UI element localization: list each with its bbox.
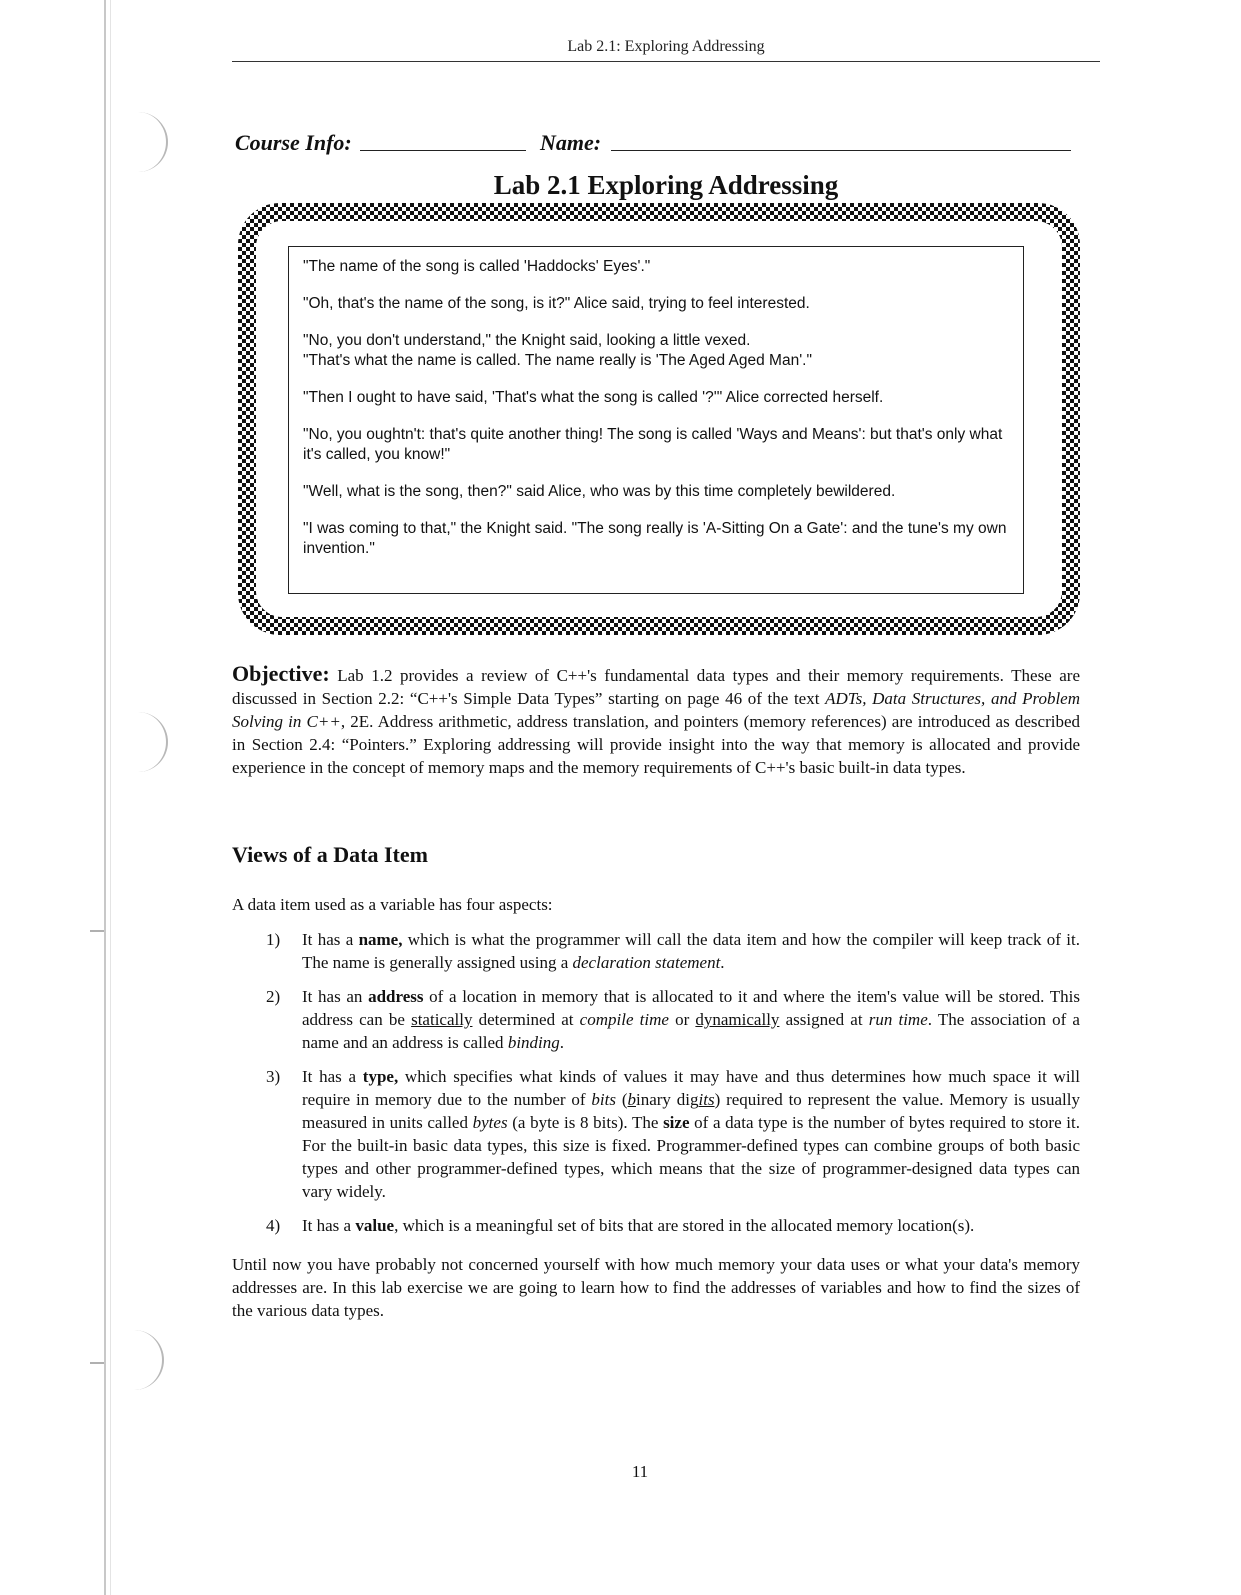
objective-label: Objective:	[232, 661, 330, 686]
list-item: 1) It has a name, which is what the programmer will call the data item and how the compiler will keep track of it. The name is generally assigned using a declaration statement.	[266, 930, 1080, 972]
course-info-label: Course Info:	[235, 130, 352, 155]
quote-paragraph: "No, you don't understand," the Knight said, looking a little vexed.	[303, 332, 751, 349]
running-head: Lab 2.1: Exploring Addressing	[567, 38, 765, 55]
name-label: Name:	[540, 130, 602, 155]
lab-title: Lab 2.1 Exploring Addressing	[493, 170, 839, 200]
punch-hole	[128, 1330, 164, 1390]
quote-paragraph: "Well, what is the song, then?" said Alice, who was by this time completely bewildered.	[303, 483, 896, 500]
name-blank[interactable]	[611, 150, 1071, 151]
list-number: 3)	[266, 1067, 281, 1086]
list-item: 3) It has a type, which specifies what kinds of values it may have and thus determines how much space it will require in memory due to the number of bits (binary digits) required to represent the value. Memory is usually measured in units called bytes (a byte is 8 bits). The size of a data type is the number of bytes required to store it. For the built-in basic data types, this size is fixed. Programmer-defined types can combine groups of both basic types and other programmer-defined types, which means that the size of programmer-designed data types can vary widely.	[266, 1067, 1080, 1201]
list-item: 4) It has a value, which is a meaningful set of bits that are stored in the allocated memory location(s).	[266, 1216, 975, 1235]
binder-edge	[104, 0, 106, 1595]
book-title: ADTs, Data Structures, and Problem Solving in C++	[232, 689, 1081, 731]
quote-paragraph: "Oh, that's the name of the song, is it?" Alice said, trying to feel interested.	[303, 295, 810, 312]
list-number: 4)	[266, 1216, 281, 1235]
list-item: 2) It has an address of a location in memory that is allocated to it and where the item's value will be stored. This address can be statically determined at compile time or dynamically assigned at run time. The association of a name and an address is called binding.	[266, 987, 1080, 1052]
quote-paragraph: "The name of the song is called 'Haddocks' Eyes'."	[303, 258, 651, 275]
punch-hole	[132, 112, 168, 172]
quote-paragraph: "I was coming to that," the Knight said. "The song really is 'A-Sitting On a Gate': and the tune's my own invention."	[303, 520, 1007, 557]
course-info-blank[interactable]	[360, 150, 526, 151]
list-number: 2)	[266, 987, 281, 1006]
quote-paragraph: "No, you oughtn't: that's quite another thing! The song is called 'Ways and Means': but that's only what it's called, you know!"	[303, 426, 1003, 463]
list-number: 1)	[266, 930, 281, 949]
aspects-list	[262, 928, 1080, 1248]
section-heading: Views of a Data Item	[232, 842, 428, 867]
quote-paragraph: "That's what the name is called. The name really is 'The Aged Aged Man'."	[303, 352, 812, 369]
binder-tick	[90, 930, 104, 932]
epigraph-quote-box	[288, 246, 1024, 594]
header-rule	[232, 61, 1100, 62]
closing-paragraph: Until now you have probably not concerned yourself with how much memory your data uses or what your data's memory addresses are. In this lab exercise we are going to learn how to find the addresses of variables and how to find the sizes of the various data types.	[232, 1255, 1080, 1320]
binder-edge-shadow	[110, 0, 111, 1595]
intro-paragraph: A data item used as a variable has four aspects:	[232, 895, 553, 914]
punch-hole	[132, 712, 168, 772]
binder-tick	[90, 1362, 104, 1364]
page-number: 11	[631, 1462, 649, 1481]
objective-paragraph: Objective: Lab 1.2 provides a review of C++'s fundamental data types and their memory requirements. These are discussed in Section 2.2: “C++'s Simple Data Types” starting on page 46 of the text ADTs, Data Structures, and Problem Solving in C++, 2E. Address arithmetic, address translation, and pointers (memory references) are introduced as described in Section 2.4: “Pointers.” Exploring addressing will provide insight into the way that memory is allocated and provide experience in the concept of memory maps and the memory requirements of C++'s basic built-in data types.	[232, 661, 1081, 777]
quote-paragraph: "Then I ought to have said, 'That's what the song is called '?'" Alice corrected herself.	[303, 389, 884, 406]
